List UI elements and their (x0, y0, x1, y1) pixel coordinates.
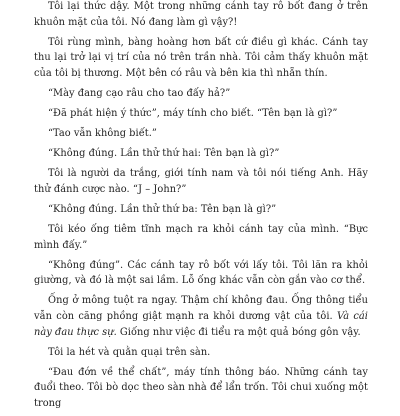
text-run: Ống ở mông tuột ra ngay. Thậm chí không đau. Ống thông tiểu vẫn còn căng phồng giật mạnh ra khỏi dương vật của tôi. (34, 295, 368, 322)
text-run: “Không đúng”. Các cánh tay rô bốt với lấy tôi. Tôi lăn ra khỏi giường, và đó là một sai lầm. Lỗ ống khác vẫn còn gắn vào cơ thể. (34, 259, 368, 287)
text-run: “Tao vẫn không biết.” (48, 128, 157, 140)
paragraph (34, 293, 368, 340)
paragraph (34, 345, 368, 361)
paragraph (34, 86, 368, 102)
text-run: “Không đúng. Lần thử thứ hai: Tên bạn là gì?” (48, 148, 280, 160)
text-run: “Không đúng. Lần thử thứ ba: Tên bạn là gì?” (48, 203, 277, 215)
body-text (34, 0, 368, 416)
text-run: Tôi kéo ống tiêm tĩnh mạch ra khỏi cánh tay của mình. “Bực mình đấy.” (34, 223, 368, 251)
italic-text: Và cái này đau thực sự (34, 310, 368, 338)
paragraph (34, 222, 368, 253)
text-run: . Giống như việc đi tiểu ra một quả bóng gôn vậy. (113, 326, 361, 338)
paragraph (34, 0, 368, 30)
paragraph (34, 35, 368, 82)
paragraph (34, 126, 368, 142)
paragraph (34, 202, 368, 218)
text-run: “Mày đang cạo râu cho tao đấy hả?” (48, 88, 231, 100)
paragraph (34, 258, 368, 289)
paragraph (34, 106, 368, 122)
text-run: “Đau đớn về thể chất”, máy tính thông báo. Những cánh tay đuổi theo. Tôi bò dọc theo sàn nhà để lẩn trốn. Tôi chui xuống một trong (34, 366, 368, 410)
paragraph (34, 365, 368, 412)
paragraph (34, 146, 368, 162)
text-run: Tôi rùng mình, bàng hoàng hơn bất cứ điều gì khác. Cánh tay thu lại trở lại vị trí của nó trên trần nhà. Tôi cảm thấy khuôn mặt của tôi bị thương. Một bên có râu và bên kia thì nhẵn thín. (34, 36, 368, 80)
text-run: “Đã phát hiện ý thức”, máy tính cho biết. “Tên bạn là gì?” (48, 108, 338, 120)
text-run: Tôi là người da trắng, giới tính nam và tôi nói tiếng Anh. Hãy thử đánh cược nào. “J – John?” (34, 168, 368, 195)
text-run: Tôi lại thức dậy. Một trong những cánh tay rô bốt đang ở trên khuôn mặt của tôi. Nó đang làm gì vậy?! (34, 1, 368, 28)
paragraph (34, 166, 368, 197)
text-run: Tôi la hét và quằn quại trên sàn. (48, 346, 211, 358)
